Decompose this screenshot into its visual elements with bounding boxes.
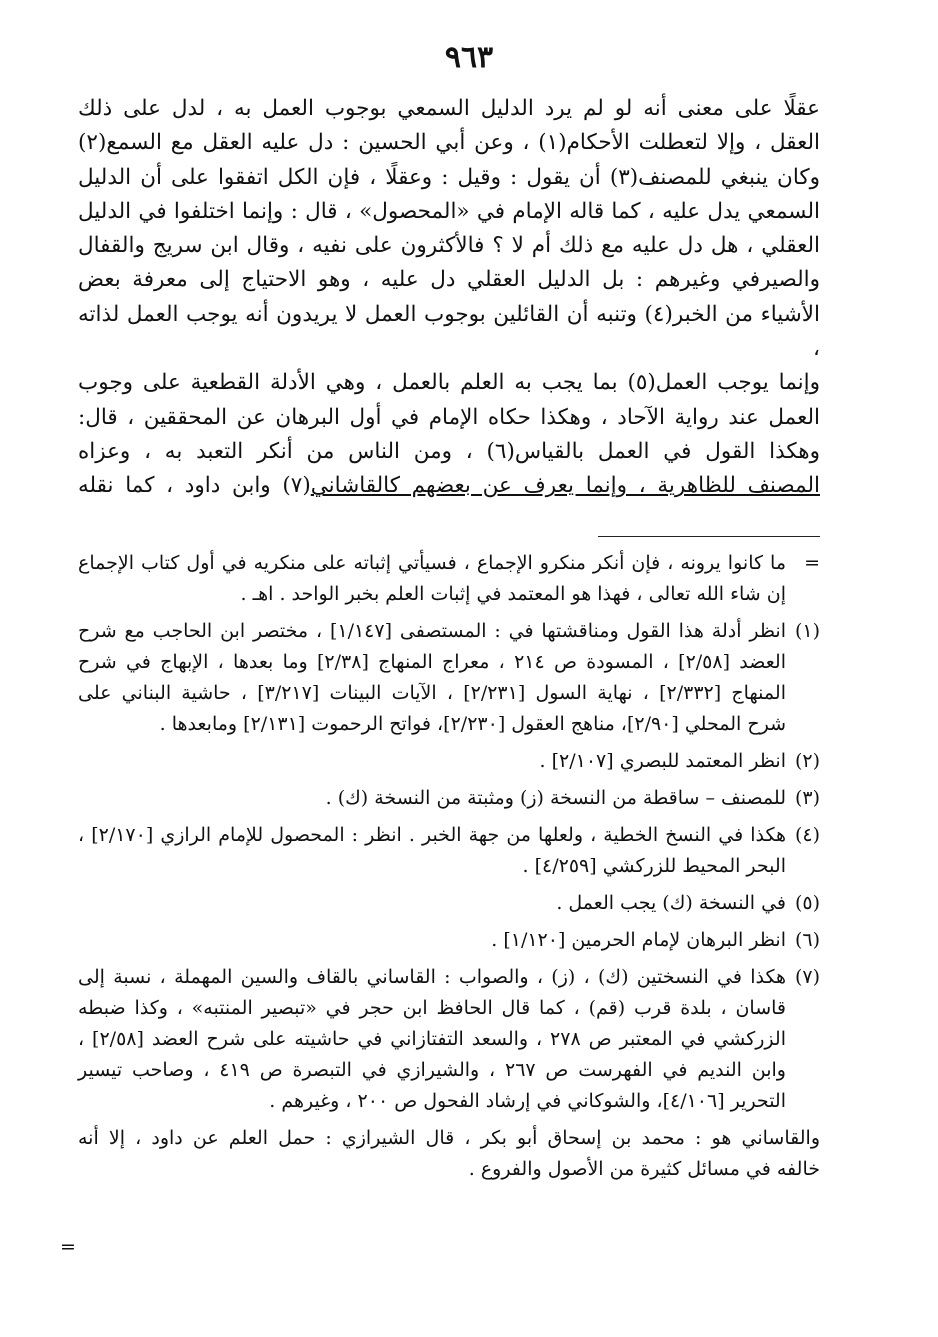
underlined-phrase: المصنف للظاهرية ، وإنما يعرف عن بعضهم كالقاشاني [310, 473, 820, 499]
body-line-last [78, 469, 820, 503]
footnote-1 [78, 616, 820, 740]
footnote-line: انظر المعتمد للبصري [٢/١٠٧] . [539, 750, 786, 772]
footnote-line: هكذا في النسختين (ك) ، (ز) ، والصواب : القاساني بالقاف والسين المهملة ، نسبة إلى [78, 966, 786, 988]
body-line: الأشياء من الخبر(٤) وتنبه أن القائلين بوجوب العمل لا يريدون أنه يوجب العمل لذاته ، [78, 301, 820, 362]
footnote-line: قاسان ، بلدة قرب (قم) ، كما قال الحافظ ابن حجر في «تبصير المنتبه» ، وكذا ضبطه [78, 997, 786, 1019]
footnote-line: انظر البرهان لإمام الحرمين [١/١٢٠] . [491, 929, 786, 951]
body-line: السمعي يدل عليه ، كما قاله الإمام في «المحصول» ، قال : وإنما اختلفوا في الدليل [78, 198, 820, 224]
footnote-line: المنهاج [٢/٣٣٢] ، نهاية السول [٢/٢٣١] ، الآيات البينات [٣/٢١٧] ، حاشية البناني على [78, 682, 786, 704]
footnote-line: وابن النديم في الفهرست ص ٢٦٧ ، والشيرازي في التبصرة ص ٤١٩ ، وصاحب تيسير [78, 1059, 786, 1081]
body-line-tail: (٧) وابن داود ، كما نقله [78, 473, 311, 499]
footnote-line: انظر أدلة هذا القول ومناقشتها في : المستصفى [١/١٤٧] ، مختصر ابن الحاجب مع شرح [78, 620, 786, 642]
main-text [78, 92, 820, 504]
body-line: عقلًا على معنى أنه لو لم يرد الدليل السمعي بوجوب العمل به ، لدل على ذلك [78, 96, 820, 121]
footnote-line: الزركشي في المعتبر ص ٢٧٨ ، والسعد التفتازاني في حاشيته على شرح العضد [٢/٥٨] ، [78, 1028, 786, 1050]
footnote-line: والقاساني هو : محمد بن إسحاق أبو بكر ، قال الشيرازي : حمل العلم عن داود ، إلا أنه [78, 1127, 820, 1149]
footnote-line: التحرير [٤/١٠٦]، والشوكاني في إرشاد الفحول ص ٢٠٠ ، وغيرهم . [269, 1090, 786, 1112]
footnote-line: ما كانوا يرونه ، فإن أنكر منكرو الإجماع ، فسيأتي إثباته على منكريه في أول كتاب الإجماع [78, 552, 786, 574]
footnote-divider [598, 536, 820, 537]
footnote-line: شرح المحلي [٢/٩٠]، مناهج العقول [٢/٢٣٠]، فواتح الرحموت [٢/١٣١] ومابعدها . [159, 713, 786, 735]
footnote-line: للمصنف – ساقطة من النسخة (ز) ومثبتة من النسخة (ك) . [325, 787, 786, 809]
footnote-number: (٦) [794, 929, 820, 951]
footnote-number: (٢) [794, 750, 820, 772]
body-line: وهكذا القول في العمل بالقياس(٦) ، ومن الناس من أنكر التعبد به ، وعزاه [78, 438, 820, 464]
footnote-7-continuation [78, 1123, 820, 1185]
footnote-2 [78, 746, 820, 777]
footnote-number: (١) [794, 620, 820, 642]
footnote-5 [78, 888, 820, 919]
body-line: العقل ، وإلا لتعطلت الأحكام(١) ، وعن أبي الحسين : دل عليه العقل مع السمع(٢) [78, 130, 820, 156]
footnote-4 [78, 820, 820, 882]
footnote-continuation [78, 548, 820, 610]
footnote-line: إن شاء الله تعالى ، فهذا هو المعتمد في إثبات العلم بخبر الواحد . اهـ . [240, 583, 786, 605]
footnote-line: البحر المحيط للزركشي [٤/٢٥٩] . [522, 855, 786, 877]
body-line: والصيرفي وغيرهم : بل الدليل العقلي دل عليه ، وهو الاحتياج إلى معرفة بعض [78, 267, 820, 293]
footnote-line: خالفه في مسائل كثيرة من الأصول والفروع . [468, 1158, 820, 1180]
continuation-end-mark: = [60, 1236, 76, 1258]
footnote-line: هكذا في النسخ الخطية ، ولعلها من جهة الخبر . انظر : المحصول للإمام الرازي [٢/١٧٠] ، [78, 824, 787, 846]
footnote-number: (٣) [794, 787, 820, 809]
footnote-line: في النسخة (ك) يجب العمل . [556, 892, 786, 914]
body-line: وإنما يوجب العمل(٥) بما يجب به العلم بالعمل ، وهي الأدلة القطعية على وجوب [78, 370, 820, 396]
footnote-number: (٥) [794, 892, 820, 914]
footnote-line: العضد [٢/٥٨] ، المسودة ص ٢١٤ ، معراج المنهاج [٢/٣٨] وما بعدها ، الإبهاج في شرح [78, 651, 786, 673]
footnotes-section [78, 548, 820, 1191]
footnote-7 [78, 962, 820, 1117]
footnote-3 [78, 783, 820, 814]
footnote-number: (٧) [794, 966, 820, 988]
body-line: العمل عند رواية الآحاد ، وهكذا حكاه الإمام في أول البرهان عن المحققين ، قال: [78, 404, 820, 430]
body-line: وكان ينبغي للمصنف(٣) أن يقول : وقيل : وعقلًا ، فإن الكل اتفقوا على أن الدليل [78, 164, 820, 190]
continuation-mark: = [804, 552, 820, 574]
body-line: العقلي ، هل دل عليه مع ذلك أم لا ؟ فالأكثرون على نفيه ، وقال ابن سريج والقفال [78, 233, 820, 259]
footnote-6 [78, 925, 820, 956]
page-number: ٩٦٣ [444, 40, 494, 75]
footnote-number: (٤) [794, 824, 820, 846]
